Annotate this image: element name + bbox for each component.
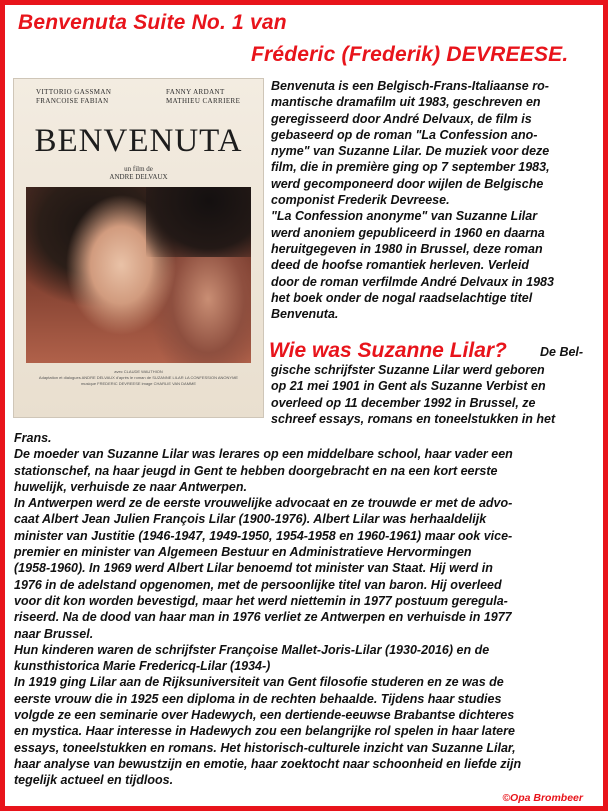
text-line: (1958-1960). In 1969 werd Albert Lilar benoemd tot minister van Staat. Hij werd in xyxy=(14,561,493,576)
text-line: huwelijk, verhuisde ze naar Antwerpen. xyxy=(14,479,247,494)
text-line: kunsthistorica Marie Fredericq-Lilar (1934-) xyxy=(14,659,271,674)
text-line: In 1919 ging Lilar aan de Rijksuniversiteit van Gent filosofie studeren en ze was de xyxy=(14,675,504,690)
title-line-1: Benvenuta Suite No. 1 van xyxy=(18,11,287,34)
poster-title: BENVENUTA xyxy=(34,123,243,159)
intro-paragraph xyxy=(271,78,607,322)
text-line: componist Frederik Devreese. xyxy=(271,193,450,208)
poster-actor: VITTORIO GASSMAN xyxy=(36,88,112,96)
text-line: De moeder van Suzanne Lilar was lerares op een middelbare school, haar vader een xyxy=(14,447,513,462)
text-line: het boek onder de nogal raadselachtige titel xyxy=(271,290,533,305)
poster-actor: FANNY ARDANT xyxy=(166,88,225,96)
poster-director-name: ANDRE DELVAUX xyxy=(109,173,168,181)
text-line: haar analyse van bewustzijn en emotie, haar zoektocht naar schoonheid en liefde zijn xyxy=(14,756,522,771)
text-line: volgde ze een seminarie over Hadewych, een dertiende-eeuwse Brabantse dichteres xyxy=(14,708,515,723)
poster-credit-line: Adaptation et dialogues ANDRE DELVAUX d'après le roman de SUZANNE LILAR LA CONFESSION ANONYME xyxy=(38,375,239,380)
text-line: Hun kinderen waren de schrijfster Françoise Mallet-Joris-Lilar (1930-2016) en de xyxy=(14,642,490,657)
title-line-2: Fréderic (Frederik) DEVREESE. xyxy=(251,43,569,66)
poster-actor: MATHIEU CARRIERE xyxy=(166,97,241,105)
section-heading: Wie was Suzanne Lilar? xyxy=(269,339,507,362)
text-line: Frans. xyxy=(14,431,52,445)
poster-actor: FRANCOISE FABIAN xyxy=(36,97,109,105)
text-line: werd anoniem gepubliceerd in 1960 en daarna xyxy=(271,225,545,240)
signature-credit: ©Opa Brombeer xyxy=(502,792,583,804)
text-line: stationschef, na haar jeugd in Gent te hebben doorgebracht en na een kort eerste xyxy=(14,463,498,478)
heading-followup-text: De Bel- xyxy=(540,345,584,359)
text-line: caat Albert Jean Julien François Lilar (1900-1976). Albert Lilar was herhaaldelijk xyxy=(14,512,487,527)
text-line: Benvenuta is een Belgisch-Frans-Italiaanse ro- xyxy=(271,79,549,93)
text-line: deed de hoofse romantiek herleven. Verleid xyxy=(271,258,529,273)
poster-credit-line: musique FREDERIC DEVREESE image CHARLIE VAN DAMME xyxy=(80,381,197,386)
text-line: gische schrijfster Suzanne Lilar werd geboren xyxy=(271,363,545,377)
text-line: naar Brussel. xyxy=(14,626,94,641)
text-line: en mystica. Haar interesse in Hadewych zou een belangrijke rol spelen in haar latere xyxy=(14,724,515,739)
movie-poster-image xyxy=(14,79,263,417)
poster-film-by: un film de xyxy=(124,165,153,173)
text-line: gebaseerd op de roman "La Confession ano- xyxy=(271,127,538,142)
poster-photo-shading xyxy=(146,187,251,257)
text-line: premier en minister van Algemeen Bestuur en Administratieve Hervormingen xyxy=(14,545,472,560)
poster-director xyxy=(14,165,263,181)
text-line: Benvenuta. xyxy=(271,307,339,322)
text-line: door de roman verfilmde André Delvaux in 1983 xyxy=(271,274,554,289)
text-line: geregisseerd door André Delvaux, de film is xyxy=(271,111,532,126)
text-line: 1976 in de adelstand opgenomen, met de persoonlijke titel van baron. Hij overleed xyxy=(14,577,502,592)
biography-paragraph xyxy=(14,430,606,789)
text-line: voor dit kon worden bevestigd, maar het werd niettemin in 1977 postuum geregula- xyxy=(14,593,508,608)
text-line: schreef essays, romans en toneelstukken in het xyxy=(271,411,556,426)
text-line: essays, toneelstukken en romans. Het historisch-culturele inzicht van Suzanne Lilar, xyxy=(14,740,516,755)
text-line: nyme" van Suzanne Lilar. De muziek voor deze xyxy=(271,144,550,159)
poster-photo xyxy=(26,187,251,363)
text-line: In Antwerpen werd ze de eerste vrouwelijke advocaat en ze trouwde er met de advo- xyxy=(14,496,513,511)
text-line: heruitgegeven in 1980 in Brussel, deze roman xyxy=(271,241,543,256)
text-line: op 21 mei 1901 in Gent als Suzanne Verbist en xyxy=(271,379,546,394)
text-line: overleed op 11 december 1992 in Brussel, ze xyxy=(271,395,536,410)
text-line: "La Confession anonyme" van Suzanne Lilar xyxy=(271,209,538,224)
text-line: film, die in première ging op 7 september 1983, xyxy=(271,160,550,175)
text-line: eerste vrouw die in 1925 een diploma in de rechten behaalde. Tijdens haar studies xyxy=(14,691,502,706)
text-line: tegelijk actueel en tijdloos. xyxy=(14,773,174,788)
biography-intro-paragraph xyxy=(271,362,607,427)
poster-credit-line: avec CLAUDE WAUTHION xyxy=(114,369,163,374)
text-line: werd gecomponeerd door wijlen de Belgische xyxy=(271,176,544,191)
text-line: riseerd. Na de dood van haar man in 1976 verliet ze Antwerpen en verhuisde in 1977 xyxy=(14,610,512,625)
text-line: minister van Justitie (1946-1947, 1949-1950, 1954-1958 en 1960-1961) maar ook vice- xyxy=(14,528,513,543)
poster-credits xyxy=(26,369,251,387)
text-line: mantische dramafilm uit 1983, geschreven en xyxy=(271,95,541,110)
